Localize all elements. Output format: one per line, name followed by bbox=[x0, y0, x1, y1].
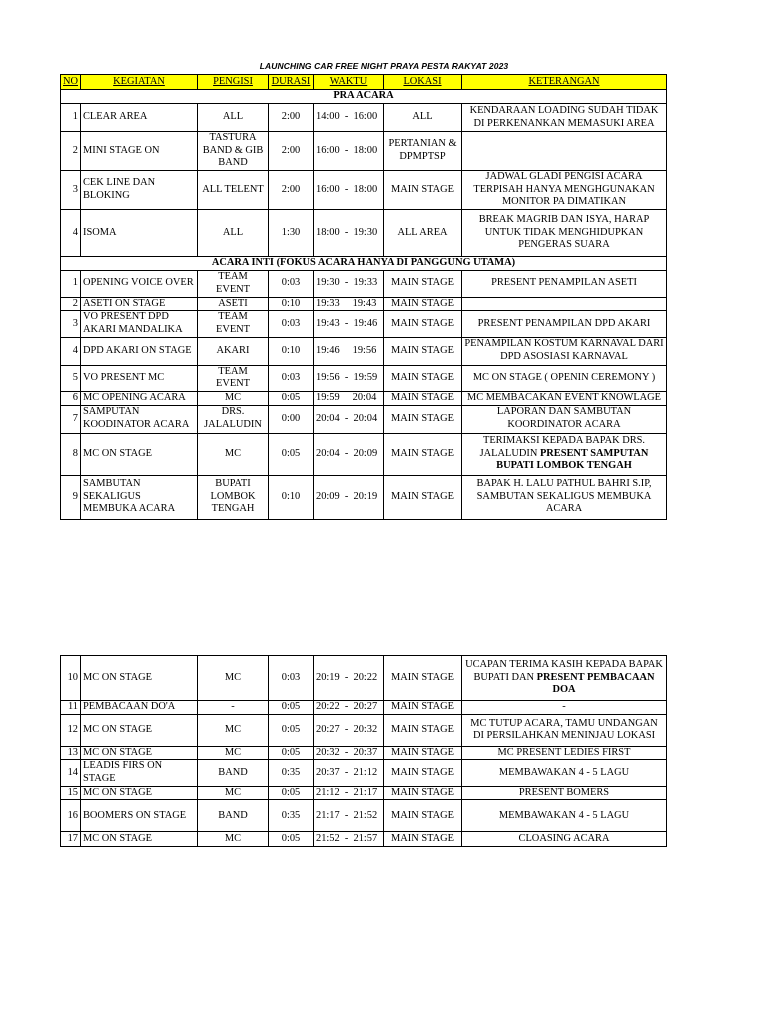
schedule-table bbox=[60, 74, 667, 520]
row-no: 10 bbox=[61, 656, 81, 701]
table-row bbox=[61, 171, 667, 210]
row-lokasi: MAIN STAGE bbox=[384, 391, 462, 405]
row-waktu: 21:17 - 21:52 bbox=[314, 800, 384, 832]
table-row bbox=[61, 297, 667, 311]
row-pengisi: MC bbox=[198, 714, 269, 746]
row-keterangan bbox=[462, 210, 667, 257]
row-keterangan bbox=[462, 832, 667, 847]
table-row bbox=[61, 746, 667, 760]
row-waktu: 19:43 - 19:46 bbox=[314, 311, 384, 337]
table-row bbox=[61, 656, 667, 701]
row-durasi: 0:05 bbox=[269, 433, 314, 475]
row-no: 7 bbox=[61, 405, 81, 433]
section-acara-inti bbox=[61, 257, 667, 271]
row-keterangan bbox=[462, 171, 667, 210]
row-pengisi: ALL bbox=[198, 210, 269, 257]
row-keterangan bbox=[462, 405, 667, 433]
row-pengisi: MC bbox=[198, 746, 269, 760]
row-no: 15 bbox=[61, 786, 81, 800]
keterangan-bold-text: PRESENT SAMPUTAN BUPATI LOMBOK TENGAH bbox=[496, 447, 649, 472]
row-waktu: 20:27 - 20:32 bbox=[314, 714, 384, 746]
row-durasi: 0:35 bbox=[269, 760, 314, 786]
row-lokasi: ALL bbox=[384, 104, 462, 132]
table-row bbox=[61, 132, 667, 171]
row-kegiatan: MC ON STAGE bbox=[81, 433, 198, 475]
row-keterangan bbox=[462, 104, 667, 132]
row-kegiatan: MC OPENING ACARA bbox=[81, 391, 198, 405]
row-kegiatan: SAMPUTAN KOODINATOR ACARA bbox=[81, 405, 198, 433]
row-keterangan bbox=[462, 656, 667, 701]
row-lokasi: MAIN STAGE bbox=[384, 786, 462, 800]
keterangan-text: CLOASING ACARA bbox=[518, 833, 610, 845]
row-keterangan bbox=[462, 132, 667, 171]
table-row bbox=[61, 271, 667, 297]
table-row bbox=[61, 786, 667, 800]
row-kegiatan: BOOMERS ON STAGE bbox=[81, 800, 198, 832]
table-row bbox=[61, 311, 667, 337]
row-keterangan bbox=[462, 297, 667, 311]
row-durasi: 0:03 bbox=[269, 656, 314, 701]
row-kegiatan: SAMBUTAN SEKALIGUS MEMBUKA ACARA bbox=[81, 475, 198, 519]
row-durasi: 0:03 bbox=[269, 365, 314, 391]
table-row bbox=[61, 210, 667, 257]
row-keterangan bbox=[462, 714, 667, 746]
row-kegiatan: OPENING VOICE OVER bbox=[81, 271, 198, 297]
row-keterangan bbox=[462, 800, 667, 832]
row-keterangan bbox=[462, 365, 667, 391]
row-kegiatan: LEADIS FIRS ON STAGE bbox=[81, 760, 198, 786]
row-no: 4 bbox=[61, 337, 81, 365]
row-waktu: 20:22 - 20:27 bbox=[314, 701, 384, 715]
keterangan-bold-text: PRESENT PEMBACAAN DOA bbox=[536, 671, 655, 696]
row-waktu: 20:32 - 20:37 bbox=[314, 746, 384, 760]
row-durasi: 0:10 bbox=[269, 475, 314, 519]
row-no: 13 bbox=[61, 746, 81, 760]
row-pengisi: MC bbox=[198, 656, 269, 701]
table-row bbox=[61, 405, 667, 433]
row-keterangan bbox=[462, 746, 667, 760]
row-keterangan bbox=[462, 271, 667, 297]
row-keterangan bbox=[462, 433, 667, 475]
row-waktu: 14:00 - 16:00 bbox=[314, 104, 384, 132]
row-waktu: 19:33 19:43 bbox=[314, 297, 384, 311]
document-title: LAUNCHING CAR FREE NIGHT PRAYA PESTA RAKYAT 2023 bbox=[259, 61, 509, 71]
keterangan-text: JADWAL GLADI PENGISI ACARA TERPISAH HANYA MENGHGUNAKAN MONITOR PA DIMATIKAN bbox=[473, 171, 655, 208]
row-keterangan bbox=[462, 311, 667, 337]
row-kegiatan: MC ON STAGE bbox=[81, 746, 198, 760]
row-durasi: 0:05 bbox=[269, 746, 314, 760]
row-durasi: 0:00 bbox=[269, 405, 314, 433]
row-waktu: 21:12 - 21:17 bbox=[314, 786, 384, 800]
row-kegiatan: CEK LINE DAN BLOKING bbox=[81, 171, 198, 210]
keterangan-text: MC ON STAGE ( OPENIN CEREMONY ) bbox=[472, 371, 656, 383]
row-lokasi: MAIN STAGE bbox=[384, 405, 462, 433]
row-durasi: 0:03 bbox=[269, 311, 314, 337]
row-durasi: 2:00 bbox=[269, 132, 314, 171]
row-pengisi: TASTURA BAND & GIB BAND bbox=[198, 132, 269, 171]
table-row bbox=[61, 433, 667, 475]
row-no: 3 bbox=[61, 171, 81, 210]
row-lokasi: MAIN STAGE bbox=[384, 433, 462, 475]
row-pengisi: BUPATI LOMBOK TENGAH bbox=[198, 475, 269, 519]
row-keterangan bbox=[462, 475, 667, 519]
table-row bbox=[61, 760, 667, 786]
row-kegiatan: VO PRESENT MC bbox=[81, 365, 198, 391]
row-no: 1 bbox=[61, 271, 81, 297]
table-row bbox=[61, 800, 667, 832]
section-pra-acara-label: PRA ACARA bbox=[61, 90, 667, 104]
header-pengisi: PENGISI bbox=[198, 75, 269, 90]
row-no: 3 bbox=[61, 311, 81, 337]
row-lokasi: MAIN STAGE bbox=[384, 475, 462, 519]
row-kegiatan: MC ON STAGE bbox=[81, 832, 198, 847]
row-kegiatan: PEMBACAAN DO'A bbox=[81, 701, 198, 715]
row-kegiatan: ASETI ON STAGE bbox=[81, 297, 198, 311]
table-row bbox=[61, 714, 667, 746]
row-durasi: 0:35 bbox=[269, 800, 314, 832]
row-durasi: 0:05 bbox=[269, 832, 314, 847]
row-no: 16 bbox=[61, 800, 81, 832]
row-waktu: 20:04 - 20:09 bbox=[314, 433, 384, 475]
table-row bbox=[61, 701, 667, 715]
row-durasi: 0:05 bbox=[269, 701, 314, 715]
row-no: 5 bbox=[61, 365, 81, 391]
table-row bbox=[61, 104, 667, 132]
row-kegiatan: CLEAR AREA bbox=[81, 104, 198, 132]
section-acara-inti-label: ACARA INTI (FOKUS ACARA HANYA DI PANGGUNG UTAMA) bbox=[61, 257, 667, 271]
row-pengisi: MC bbox=[198, 786, 269, 800]
keterangan-text: TERIMAKSI KEPADA BAPAK DRS. JALALUDIN bbox=[479, 435, 646, 459]
row-pengisi: ASETI bbox=[198, 297, 269, 311]
row-no: 4 bbox=[61, 210, 81, 257]
row-waktu: 20:04 - 20:04 bbox=[314, 405, 384, 433]
row-pengisi: MC bbox=[198, 433, 269, 475]
schedule-table-continued bbox=[60, 655, 667, 847]
row-no: 14 bbox=[61, 760, 81, 786]
row-durasi: 2:00 bbox=[269, 104, 314, 132]
header-kegiatan: KEGIATAN bbox=[81, 75, 198, 90]
row-durasi: 0:03 bbox=[269, 271, 314, 297]
row-pengisi: AKARI bbox=[198, 337, 269, 365]
row-no: 1 bbox=[61, 104, 81, 132]
row-kegiatan: ISOMA bbox=[81, 210, 198, 257]
row-no: 6 bbox=[61, 391, 81, 405]
row-durasi: 0:10 bbox=[269, 337, 314, 365]
row-waktu: 19:46 19:56 bbox=[314, 337, 384, 365]
header-durasi: DURASI bbox=[269, 75, 314, 90]
row-pengisi: TEAM EVENT bbox=[198, 365, 269, 391]
row-no: 12 bbox=[61, 714, 81, 746]
row-waktu: 20:09 - 20:19 bbox=[314, 475, 384, 519]
header-waktu: WAKTU bbox=[314, 75, 384, 90]
row-waktu: 19:59 20:04 bbox=[314, 391, 384, 405]
row-durasi: 2:00 bbox=[269, 171, 314, 210]
row-lokasi: PERTANIAN & DPMPTSP bbox=[384, 132, 462, 171]
keterangan-text: MC MEMBACAKAN EVENT KNOWLAGE bbox=[466, 391, 662, 403]
row-durasi: 0:05 bbox=[269, 786, 314, 800]
row-keterangan bbox=[462, 701, 667, 715]
row-pengisi: MC bbox=[198, 832, 269, 847]
row-no: 17 bbox=[61, 832, 81, 847]
row-pengisi: TEAM EVENT bbox=[198, 311, 269, 337]
row-lokasi: MAIN STAGE bbox=[384, 311, 462, 337]
row-lokasi: MAIN STAGE bbox=[384, 297, 462, 311]
row-pengisi: DRS. JALALUDIN bbox=[198, 405, 269, 433]
header-no: NO bbox=[61, 75, 81, 90]
keterangan-text: UCAPAN TERIMA KASIH KEPADA BAPAK BUPATI DAN bbox=[465, 658, 663, 683]
section-pra-acara bbox=[61, 90, 667, 104]
keterangan-text: KENDARAAN LOADING SUDAH TIDAK DI PERKENANKAN MEMASUKI AREA bbox=[469, 104, 659, 129]
row-durasi: 0:05 bbox=[269, 391, 314, 405]
row-lokasi: MAIN STAGE bbox=[384, 760, 462, 786]
table-row bbox=[61, 391, 667, 405]
keterangan-text: MC TUTUP ACARA, TAMU UNDANGAN DI PERSILAHKAN MENINJAU LOKASI bbox=[470, 717, 658, 742]
row-kegiatan: MC ON STAGE bbox=[81, 714, 198, 746]
row-kegiatan: MC ON STAGE bbox=[81, 786, 198, 800]
row-lokasi: MAIN STAGE bbox=[384, 271, 462, 297]
table-row bbox=[61, 832, 667, 847]
row-lokasi: MAIN STAGE bbox=[384, 832, 462, 847]
row-pengisi: TEAM EVENT bbox=[198, 271, 269, 297]
row-keterangan bbox=[462, 786, 667, 800]
row-durasi: 0:05 bbox=[269, 714, 314, 746]
row-no: 9 bbox=[61, 475, 81, 519]
row-waktu: 20:37 - 21:12 bbox=[314, 760, 384, 786]
row-lokasi: MAIN STAGE bbox=[384, 171, 462, 210]
row-kegiatan: MINI STAGE ON bbox=[81, 132, 198, 171]
row-kegiatan: VO PRESENT DPD AKARI MANDALIKA bbox=[81, 311, 198, 337]
header-keterangan: KETERANGAN bbox=[462, 75, 667, 90]
keterangan-text: MEMBAWAKAN 4 - 5 LAGU bbox=[498, 809, 630, 821]
row-lokasi: MAIN STAGE bbox=[384, 714, 462, 746]
row-lokasi: MAIN STAGE bbox=[384, 701, 462, 715]
row-lokasi: MAIN STAGE bbox=[384, 337, 462, 365]
row-pengisi: MC bbox=[198, 391, 269, 405]
row-waktu: 21:52 - 21:57 bbox=[314, 832, 384, 847]
row-keterangan bbox=[462, 391, 667, 405]
row-lokasi: MAIN STAGE bbox=[384, 656, 462, 701]
keterangan-text: PENAMPILAN KOSTUM KARNAVAL DARI DPD ASOSIASI KARNAVAL bbox=[464, 338, 664, 363]
row-waktu: 19:56 - 19:59 bbox=[314, 365, 384, 391]
header-row bbox=[61, 75, 667, 90]
row-lokasi: MAIN STAGE bbox=[384, 365, 462, 391]
keterangan-text: BAPAK H. LALU PATHUL BAHRI S.IP, SAMBUTAN SEKALIGUS MEMBUKA ACARA bbox=[476, 478, 652, 515]
row-pengisi: BAND bbox=[198, 760, 269, 786]
row-lokasi: MAIN STAGE bbox=[384, 746, 462, 760]
row-pengisi: ALL bbox=[198, 104, 269, 132]
table-row bbox=[61, 475, 667, 519]
keterangan-text: - bbox=[562, 701, 566, 712]
row-kegiatan: DPD AKARI ON STAGE bbox=[81, 337, 198, 365]
header-lokasi: LOKASI bbox=[384, 75, 462, 90]
table-row bbox=[61, 337, 667, 365]
row-waktu: 20:19 - 20:22 bbox=[314, 656, 384, 701]
row-pengisi: - bbox=[198, 701, 269, 715]
row-durasi: 0:10 bbox=[269, 297, 314, 311]
row-waktu: 16:00 - 18:00 bbox=[314, 132, 384, 171]
row-keterangan bbox=[462, 760, 667, 786]
keterangan-text: PRESENT BOMERS bbox=[518, 786, 610, 798]
row-lokasi: ALL AREA bbox=[384, 210, 462, 257]
keterangan-text: LAPORAN DAN SAMBUTAN KOORDINATOR ACARA bbox=[496, 406, 632, 431]
row-pengisi: ALL TELENT bbox=[198, 171, 269, 210]
row-waktu: 16:00 - 18:00 bbox=[314, 171, 384, 210]
row-keterangan bbox=[462, 337, 667, 365]
keterangan-text: MC PRESENT LEDIES FIRST bbox=[497, 746, 631, 758]
row-pengisi: BAND bbox=[198, 800, 269, 832]
row-waktu: 19:30 - 19:33 bbox=[314, 271, 384, 297]
keterangan-text: MEMBAWAKAN 4 - 5 LAGU bbox=[498, 766, 630, 778]
row-durasi: 1:30 bbox=[269, 210, 314, 257]
keterangan-text: BREAK MAGRIB DAN ISYA, HARAP UNTUK TIDAK MENGHIDUPKAN PENGERAS SUARA bbox=[478, 214, 650, 251]
row-kegiatan: MC ON STAGE bbox=[81, 656, 198, 701]
keterangan-text: PRESENT PENAMPILAN ASETI bbox=[491, 277, 637, 289]
keterangan-text: PRESENT PENAMPILAN DPD AKARI bbox=[477, 317, 651, 329]
row-no: 2 bbox=[61, 297, 81, 311]
row-no: 2 bbox=[61, 132, 81, 171]
row-waktu: 18:00 - 19:30 bbox=[314, 210, 384, 257]
row-no: 8 bbox=[61, 433, 81, 475]
row-no: 11 bbox=[61, 701, 81, 715]
row-lokasi: MAIN STAGE bbox=[384, 800, 462, 832]
table-row bbox=[61, 365, 667, 391]
